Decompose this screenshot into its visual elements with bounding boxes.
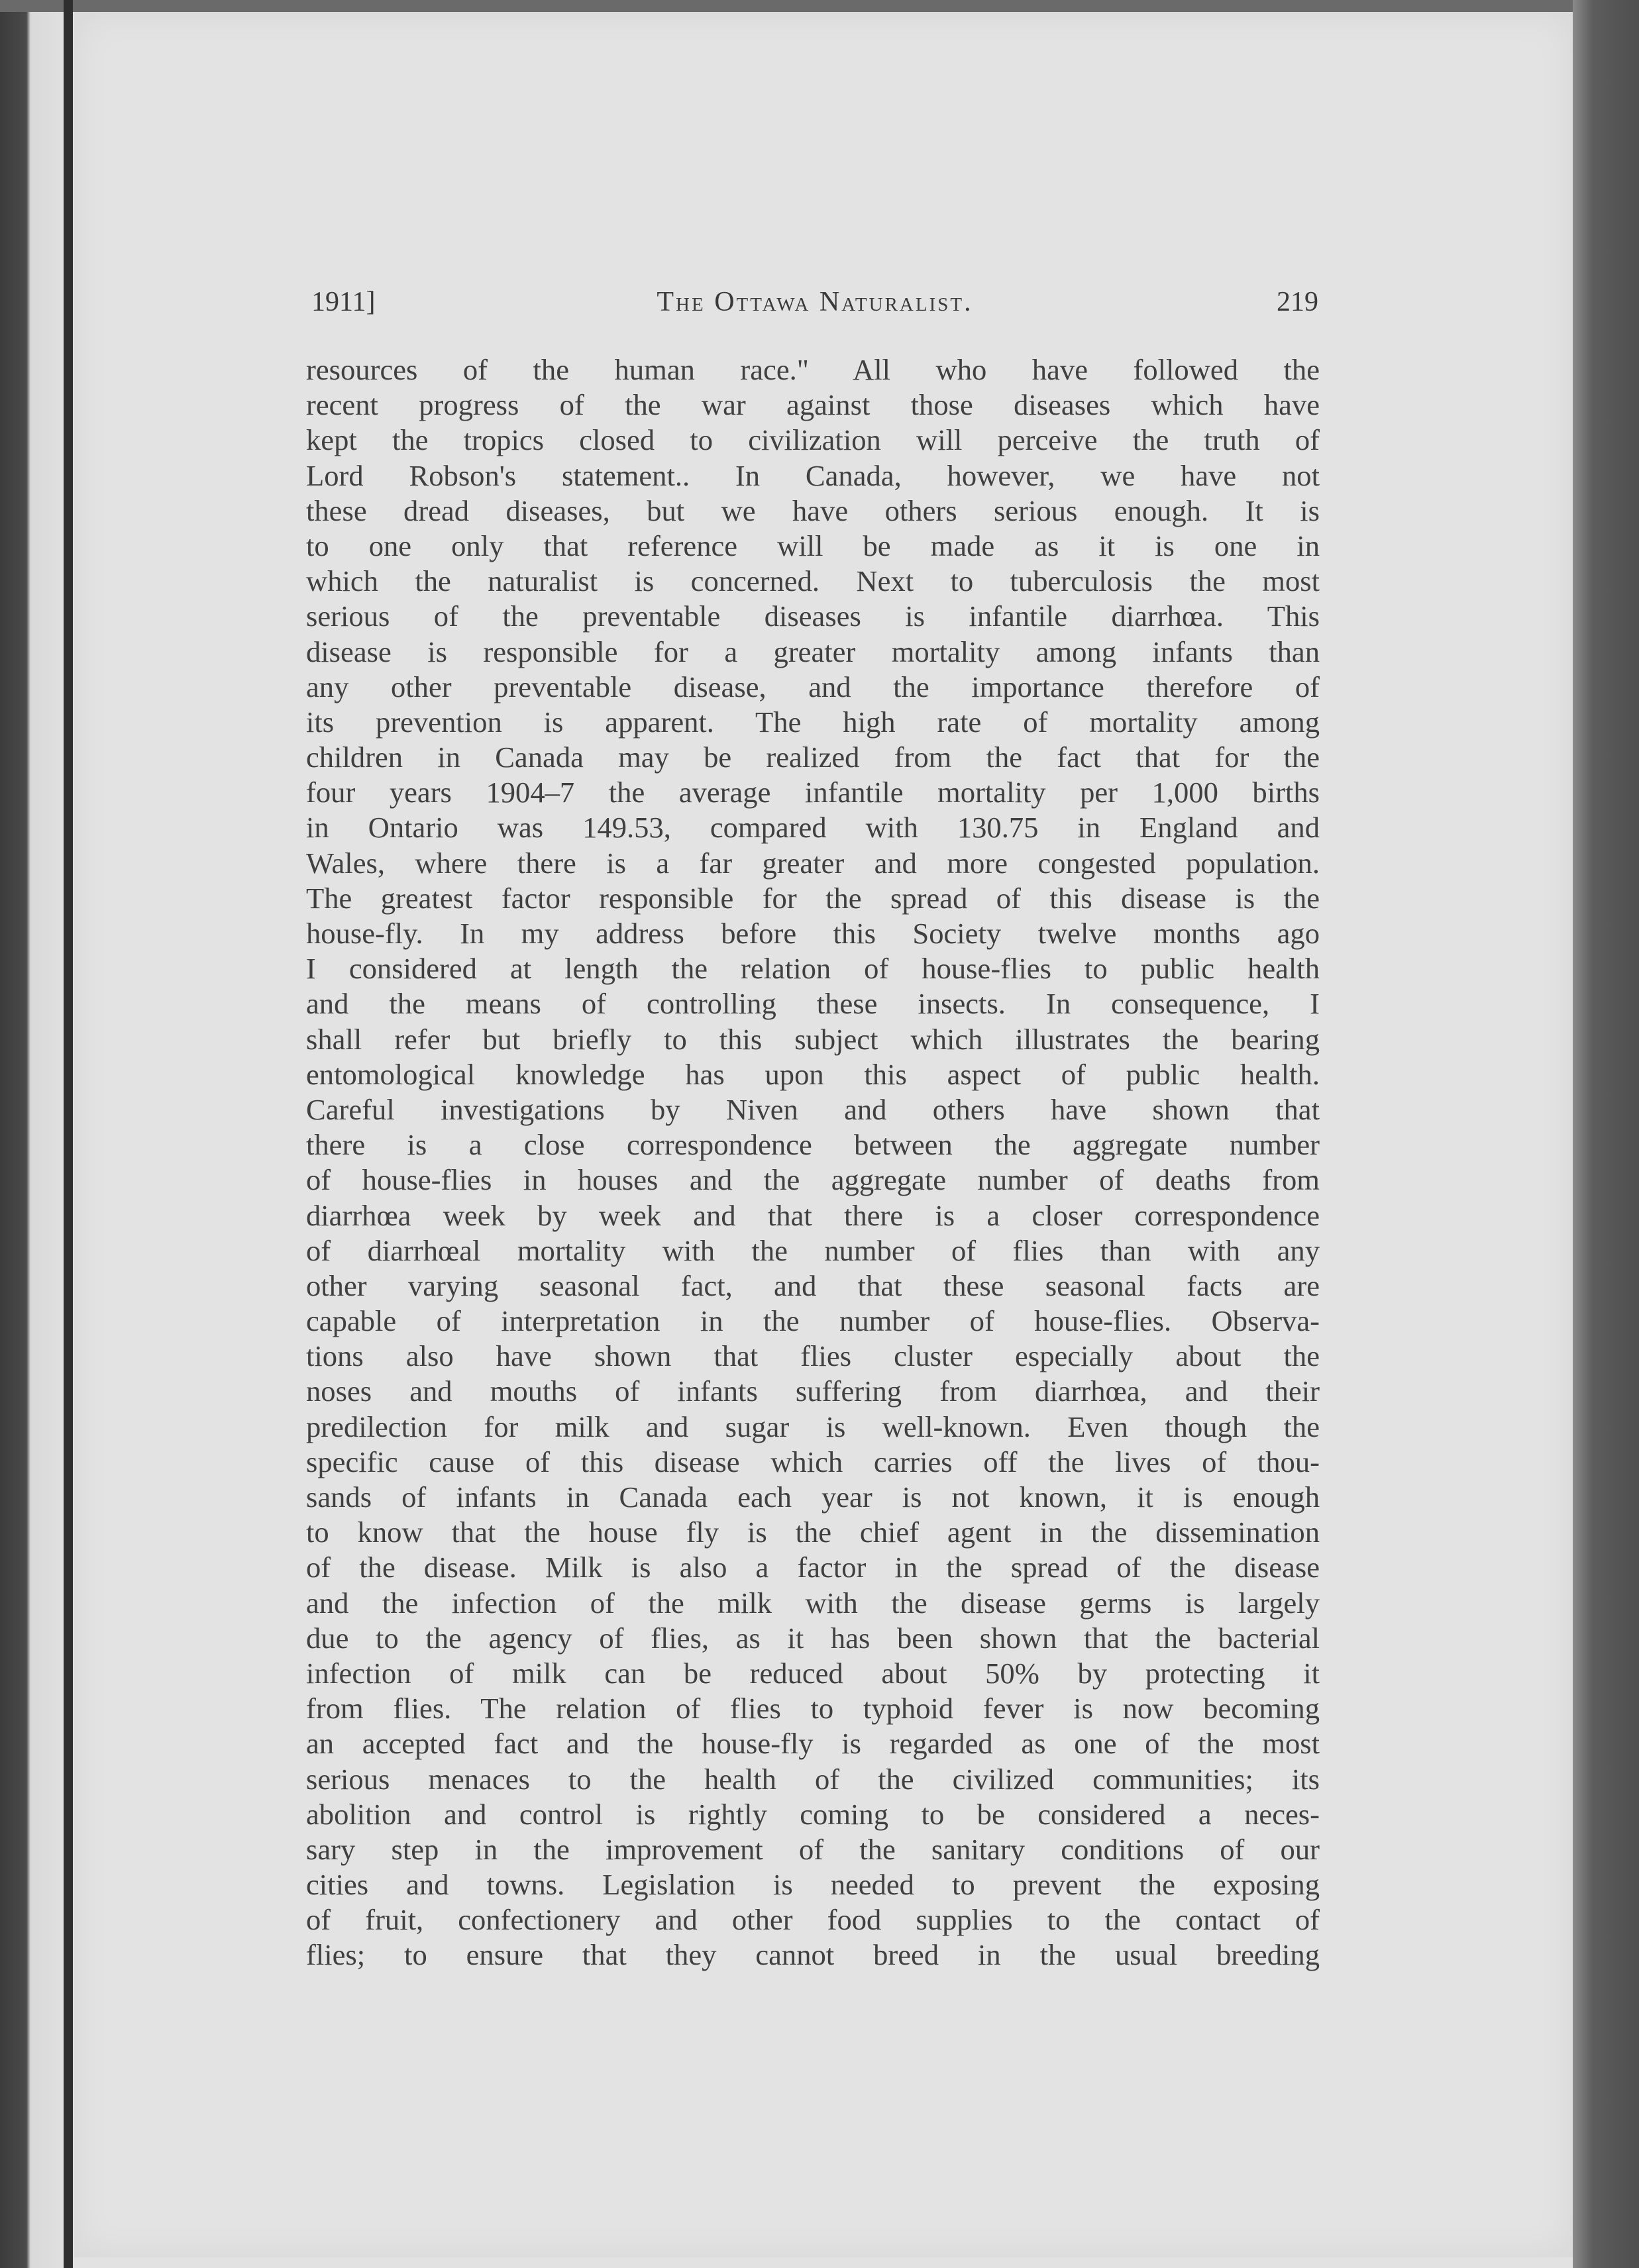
text-line: and the infection of the milk with the disease germs is largely (306, 1586, 1320, 1620)
text-line: cities and towns. Legislation is needed to prevent the exposing (306, 1868, 1320, 1902)
text-line: any other preventable disease, and the importance therefore of (306, 670, 1320, 703)
text-line: of the disease. Milk is also a factor in the spread of the disease (306, 1551, 1320, 1584)
running-header (311, 286, 1318, 326)
text-line: due to the agency of flies, as it has been shown that the bacterial (306, 1621, 1320, 1655)
text-line: resources of the human race." All who have followed the (306, 353, 1320, 386)
text-line: sands of infants in Canada each year is not known, it is enough (306, 1480, 1320, 1514)
text-line: tions also have shown that flies cluster especially about the (306, 1339, 1320, 1373)
scan-right-edge (1573, 0, 1639, 2268)
text-line: predilection for milk and sugar is well-known. Even though the (306, 1410, 1320, 1443)
text-line: abolition and control is rightly coming to be considered a neces- (306, 1797, 1320, 1831)
text-line: of house-flies in houses and the aggregate number of deaths from (306, 1163, 1320, 1197)
text-line: flies; to ensure that they cannot breed in the usual breeding (306, 1938, 1320, 1972)
text-line: and the means of controlling these insects. In consequence, I (306, 987, 1320, 1021)
text-line: children in Canada may be realized from the fact that for the (306, 741, 1320, 774)
text-line: its prevention is apparent. The high rate of mortality among (306, 705, 1320, 739)
text-line: entomological knowledge has upon this aspect of public health. (306, 1057, 1320, 1091)
text-line: Lord Robson's statement.. In Canada, however, we have not (306, 458, 1320, 492)
text-line: house-fly. In my address before this Society twelve months ago (306, 917, 1320, 950)
text-line: Careful investigations by Niven and others have shown that (306, 1092, 1320, 1126)
text-line: of fruit, confectionery and other food supplies to the contact of (306, 1903, 1320, 1937)
text-line: serious menaces to the health of the civilized communities; its (306, 1762, 1320, 1796)
text-line: four years 1904–7 the average infantile mortality per 1,000 births (306, 776, 1320, 809)
text-line: to know that the house fly is the chief agent in the dissemination (306, 1516, 1320, 1549)
scan-top-edge (0, 0, 1639, 12)
body-text (306, 352, 1320, 1973)
text-line: shall refer but briefly to this subject which illustrates the bearing (306, 1022, 1320, 1056)
text-line: capable of interpretation in the number of house-flies. Observa- (306, 1304, 1320, 1338)
text-line: to one only that reference will be made as it is one in (306, 529, 1320, 562)
text-line: specific cause of this disease which carries off the lives of thou- (306, 1445, 1320, 1478)
header-journal-title: The Ottawa Naturalist. (657, 287, 973, 317)
text-line: infection of milk can be reduced about 50% by protecting it (306, 1656, 1320, 1690)
text-line: kept the tropics closed to civilization will perceive the truth of (306, 423, 1320, 457)
text-line: other varying seasonal fact, and that these seasonal facts are (306, 1268, 1320, 1302)
text-line: The greatest factor responsible for the spread of this disease is the (306, 881, 1320, 915)
text-line: diarrhœa week by week and that there is a closer correspondence (306, 1198, 1320, 1232)
text-line: which the naturalist is concerned. Next to tuberculosis the most (306, 564, 1320, 598)
text-line: there is a close correspondence between the aggregate number (306, 1128, 1320, 1162)
text-line: recent progress of the war against those diseases which have (306, 388, 1320, 422)
text-line: noses and mouths of infants suffering from diarrhœa, and their (306, 1374, 1320, 1408)
text-line: I considered at length the relation of house-flies to public health (306, 952, 1320, 986)
text-line: Wales, where there is a far greater and more congested population. (306, 846, 1320, 880)
text-line: serious of the preventable diseases is infantile diarrhœa. This (306, 599, 1320, 633)
text-line: in Ontario was 149.53, compared with 130.75 in England and (306, 811, 1320, 845)
text-line: an accepted fact and the house-fly is regarded as one of the most (306, 1727, 1320, 1761)
text-line: from flies. The relation of flies to typhoid fever is now becoming (306, 1692, 1320, 1726)
text-line: of diarrhœal mortality with the number of flies than with any (306, 1233, 1320, 1267)
text-line: sary step in the improvement of the sanitary conditions of our (306, 1832, 1320, 1866)
binding-edge (64, 0, 73, 2268)
text-line: these dread diseases, but we have others serious enough. It is (306, 493, 1320, 527)
page-number: 219 (1277, 287, 1318, 317)
header-year: 1911] (311, 287, 376, 317)
text-line: disease is responsible for a greater mortality among infants than (306, 635, 1320, 668)
